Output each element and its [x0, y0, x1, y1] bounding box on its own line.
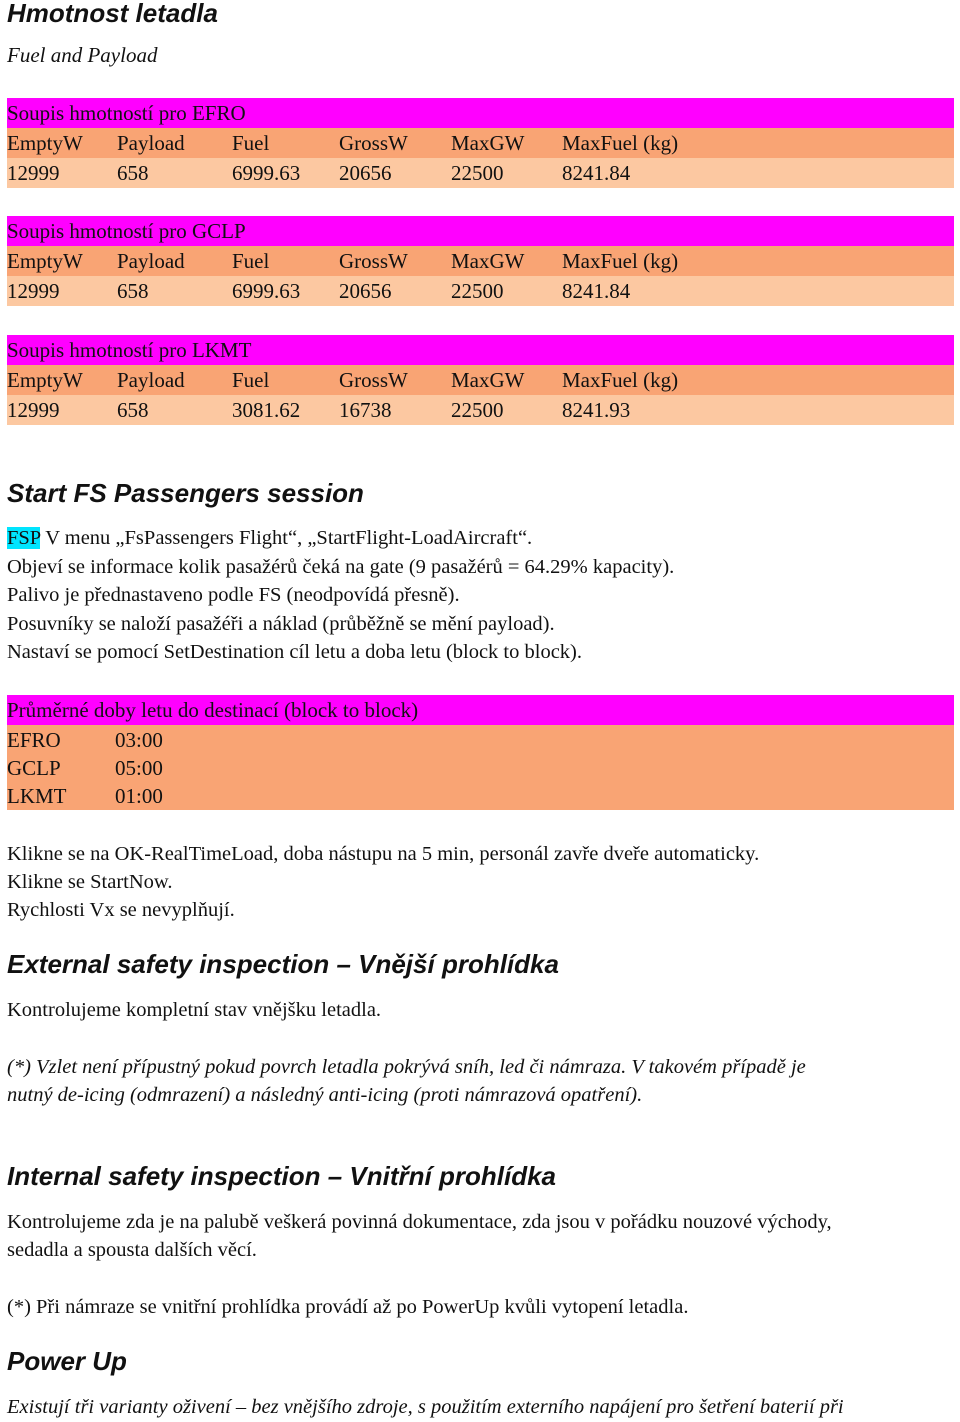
duration-time: 03:00: [115, 728, 163, 752]
duration-time: 01:00: [115, 784, 163, 808]
value-fuel: 3081.62: [232, 397, 301, 422]
weight-table-efro: [7, 98, 954, 188]
header-maxfuel: MaxFuel (kg): [562, 367, 679, 392]
header-payload: Payload: [117, 130, 185, 155]
duration-row: [7, 754, 954, 782]
header-grossw: GrossW: [339, 248, 408, 273]
start-session-line: [7, 524, 532, 553]
external-inspection-text: Kontrolujeme kompletní stav vnějšku letadla.: [7, 999, 382, 1021]
weight-table-value-row: [7, 395, 954, 425]
header-grossw: GrossW: [339, 367, 408, 392]
header-grossw: GrossW: [339, 130, 408, 155]
start-session-line: Palivo je přednastaveno podle FS (neodpovídá přesně).: [7, 584, 460, 606]
fsp-tag: FSP: [7, 527, 41, 549]
value-emptyw: 12999: [7, 160, 60, 185]
instruction-line: Rychlosti Vx se nevyplňují.: [7, 899, 235, 921]
weight-table-header-row: [7, 365, 954, 395]
value-fuel: 6999.63: [232, 278, 301, 303]
value-maxgw: 22500: [451, 160, 504, 185]
weight-table-title: Soupis hmotností pro GCLP: [7, 216, 954, 246]
value-grossw: 20656: [339, 160, 392, 185]
flight-durations-table: [7, 695, 954, 810]
header-payload: Payload: [117, 367, 185, 392]
header-payload: Payload: [117, 248, 185, 273]
value-fuel: 6999.63: [232, 160, 301, 185]
external-inspection-note: nutný de-icing (odmrazení) a následný anti-icing (proti námrazová opatření).: [7, 1084, 643, 1106]
value-emptyw: 12999: [7, 278, 60, 303]
instruction-line: Klikne se StartNow.: [7, 871, 173, 893]
value-maxfuel: 8241.84: [562, 160, 631, 185]
start-session-line: Nastaví se pomocí SetDestination cíl letu a doba letu (block to block).: [7, 641, 583, 663]
header-fuel: Fuel: [232, 248, 270, 273]
weight-table-header-row: [7, 128, 954, 158]
value-payload: 658: [117, 278, 149, 303]
page-subtitle: Fuel and Payload: [7, 43, 158, 67]
durations-title: Průměrné doby letu do destinací (block to block): [7, 695, 954, 725]
value-maxfuel: 8241.93: [562, 397, 631, 422]
powerup-heading: Power Up: [7, 1346, 127, 1376]
value-maxgw: 22500: [451, 397, 504, 422]
weight-table-gclp: [7, 216, 954, 306]
start-session-line: Posuvníky se naloží pasažéři a náklad (průběžně se mění payload).: [7, 613, 555, 635]
header-emptyw: EmptyW: [7, 248, 83, 273]
external-inspection-heading: External safety inspection – Vnější prohlídka: [7, 949, 559, 979]
header-maxgw: MaxGW: [451, 248, 525, 273]
instruction-line: Klikne se na OK-RealTimeLoad, doba nástupu na 5 min, personál zavře dveře automaticky.: [7, 843, 760, 865]
header-maxfuel: MaxFuel (kg): [562, 130, 679, 155]
internal-inspection-note: (*) Při námraze se vnitřní prohlídka provádí až po PowerUp kvůli vytopení letadla.: [7, 1296, 689, 1318]
start-session-heading: Start FS Passengers session: [7, 478, 364, 508]
header-fuel: Fuel: [232, 130, 270, 155]
duration-time: 05:00: [115, 756, 163, 780]
duration-dest: EFRO: [7, 728, 61, 752]
value-grossw: 16738: [339, 397, 392, 422]
weight-table-value-row: [7, 158, 954, 188]
internal-inspection-text: sedadla a spousta dalších věcí.: [7, 1239, 257, 1261]
value-maxfuel: 8241.84: [562, 278, 631, 303]
weight-table-title: Soupis hmotností pro LKMT: [7, 335, 954, 365]
value-grossw: 20656: [339, 278, 392, 303]
header-emptyw: EmptyW: [7, 367, 83, 392]
powerup-text: Existují tři varianty oživení – bez vnějšího zdroje, s použitím externího napájení pro šetření baterií při: [7, 1396, 844, 1418]
weight-table-header-row: [7, 246, 954, 276]
internal-inspection-text: Kontrolujeme zda je na palubě veškerá povinná dokumentace, zda jsou v pořádku nouzové východy,: [7, 1211, 832, 1233]
value-payload: 658: [117, 397, 149, 422]
value-maxgw: 22500: [451, 278, 504, 303]
external-inspection-note: (*) Vzlet není přípustný pokud povrch letadla pokrývá sníh, led či námraza. V takovém případě je: [7, 1056, 806, 1078]
header-emptyw: EmptyW: [7, 130, 83, 155]
duration-row: [7, 726, 954, 754]
duration-dest: GCLP: [7, 756, 61, 780]
start-session-line-text: V menu „FsPassengers Flight“, „StartFlight-LoadAircraft“.: [40, 527, 533, 549]
header-fuel: Fuel: [232, 367, 270, 392]
value-payload: 658: [117, 160, 149, 185]
internal-inspection-heading: Internal safety inspection – Vnitřní prohlídka: [7, 1161, 556, 1191]
weight-table-title: Soupis hmotností pro EFRO: [7, 98, 954, 128]
header-maxgw: MaxGW: [451, 130, 525, 155]
value-emptyw: 12999: [7, 397, 60, 422]
header-maxfuel: MaxFuel (kg): [562, 248, 679, 273]
duration-dest: LKMT: [7, 784, 67, 808]
header-maxgw: MaxGW: [451, 367, 525, 392]
page-title: Hmotnost letadla: [7, 0, 218, 28]
start-session-line: Objeví se informace kolik pasažérů čeká na gate (9 pasažérů = 64.29% kapacity).: [7, 556, 675, 578]
weight-table-value-row: [7, 276, 954, 306]
duration-row: [7, 782, 954, 810]
weight-table-lkmt: [7, 335, 954, 425]
